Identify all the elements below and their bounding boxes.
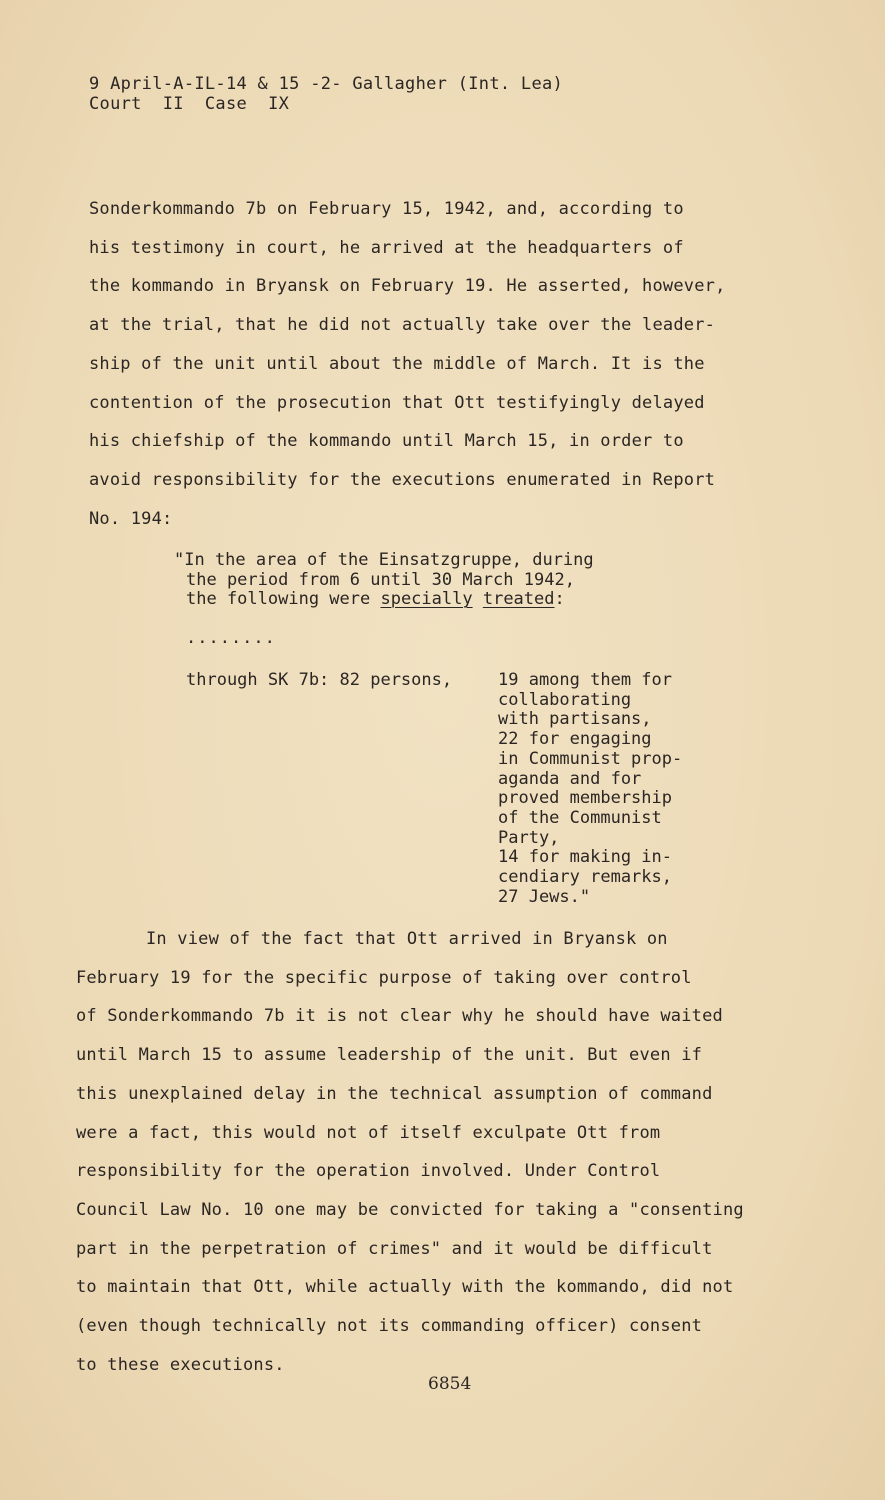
detail-line: 22 for engaging — [498, 729, 652, 750]
through-label: through SK 7b: 82 persons, — [186, 670, 453, 690]
execution-details — [498, 671, 682, 907]
text-line: ship of the unit until about the middle of March. It is the — [89, 353, 705, 374]
report-quote — [174, 551, 594, 610]
text-line: Sonderkommando 7b on February 15, 1942, and, according to — [89, 199, 684, 219]
text-line: part in the perpetration of crimes" and it would be difficult — [76, 1238, 713, 1259]
detail-line: 14 for making in- — [498, 847, 672, 868]
detail-line: of the Communist — [498, 807, 662, 828]
ellipsis-dots: ........ — [186, 628, 276, 648]
text-line: to maintain that Ott, while actually with the kommando, did not — [76, 1277, 734, 1298]
paragraph-1 — [89, 190, 829, 538]
underlined-word: specially — [380, 589, 473, 609]
document-header — [89, 74, 563, 114]
text-line: his chiefship of the kommando until March 15, in order to — [89, 431, 684, 452]
quote-line-3 — [174, 590, 594, 610]
text-line: this unexplained delay in the technical assumption of command — [76, 1083, 713, 1104]
paragraph-2 — [76, 920, 836, 1384]
text-line: at the trial, that he did not actually take over the leader- — [89, 315, 716, 336]
detail-line: collaborating — [498, 689, 632, 710]
text-line: contention of the prosecution that Ott testifyingly delayed — [89, 392, 705, 413]
detail-line: with partisans, — [498, 709, 652, 730]
detail-line: Party, — [498, 827, 560, 848]
text-line: Council Law No. 10 one may be convicted for taking a "consenting — [76, 1199, 744, 1220]
text-line: the kommando in Bryansk on February 19. He asserted, however, — [89, 276, 726, 297]
text-line: avoid responsibility for the executions enumerated in Report — [89, 469, 716, 490]
detail-line: 19 among them for — [498, 670, 672, 690]
detail-line: cendiary remarks, — [498, 867, 672, 888]
quote-text: the following were — [186, 589, 381, 609]
header-line-1: 9 April-A-IL-14 & 15 -2- Gallagher (Int. Lea) — [89, 74, 564, 94]
page-number: 6854 — [428, 1374, 472, 1394]
quote-text: : — [554, 589, 565, 609]
text-line: until March 15 to assume leadership of the unit. But even if — [76, 1045, 703, 1066]
text-line: (even though technically not its commanding officer) consent — [76, 1316, 703, 1337]
text-line: of Sonderkommando 7b it is not clear why he should have waited — [76, 1006, 723, 1027]
text-line: February 19 for the specific purpose of taking over control — [76, 967, 692, 988]
quote-line-2: the period from 6 until 30 March 1942, — [186, 569, 575, 590]
text-line: In view of the fact that Ott arrived in Bryansk on — [146, 929, 668, 949]
text-line: to these executions. — [76, 1354, 285, 1375]
detail-line: in Communist prop- — [498, 748, 683, 769]
text-line: No. 194: — [89, 508, 173, 529]
text-line: his testimony in court, he arrived at the headquarters of — [89, 237, 684, 258]
header-line-2: Court II Case IX — [89, 94, 290, 114]
text-line: were a fact, this would not of itself exculpate Ott from — [76, 1122, 661, 1143]
detail-line: aganda and for — [498, 768, 642, 789]
detail-line: 27 Jews." — [498, 886, 591, 907]
underlined-word: treated — [482, 589, 555, 609]
detail-line: proved membership — [498, 788, 672, 809]
quote-line-1: "In the area of the Einsatzgruppe, during — [174, 550, 594, 570]
text-line: responsibility for the operation involved. Under Control — [76, 1161, 661, 1182]
